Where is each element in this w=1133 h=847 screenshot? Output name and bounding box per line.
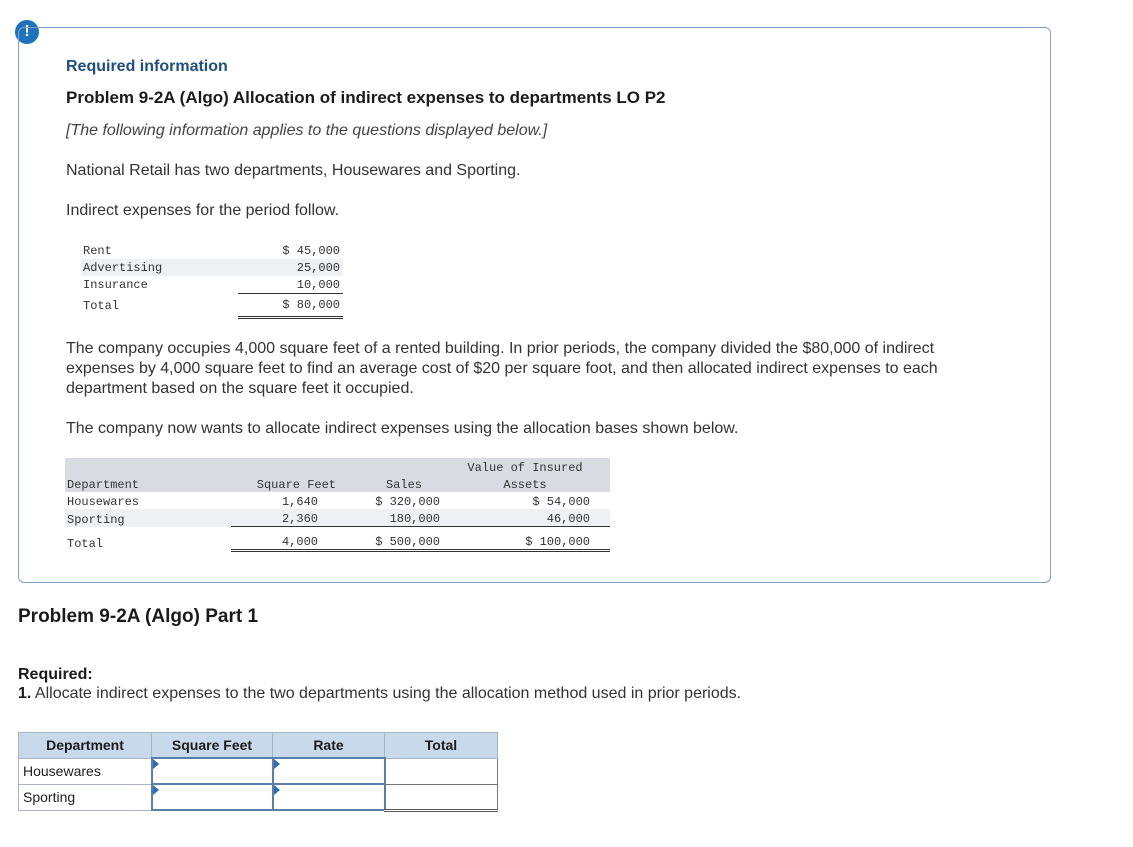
- housewares-square-feet-cell: [152, 758, 273, 784]
- prior-method-paragraph: The company occupies 4,000 square feet of a rented building. In prior periods, the company divided the $80,000 of indirect expenses by 4,000 square feet to find an average cost of $20 per square foot, and then allocated indirect expenses to each department based on the square feet it occupied.: [66, 340, 938, 397]
- bases-row: [65, 492, 610, 509]
- square-feet-total: 4,000: [231, 527, 336, 551]
- grid-header-department: Department: [19, 733, 152, 759]
- bases-row: [65, 509, 610, 527]
- required-instruction-text: Allocate indirect expenses to the two departments using the allocation method used in prior periods.: [31, 685, 742, 702]
- required-instruction: [18, 685, 741, 703]
- required-label: Required:: [18, 666, 93, 683]
- expenses-intro-text: Indirect expenses for the period follow.: [66, 202, 340, 219]
- expense-label: Insurance: [83, 277, 148, 292]
- input-indicator-icon: [153, 759, 159, 769]
- total-label: Total: [67, 536, 104, 551]
- expense-label: Rent: [83, 243, 112, 258]
- housewares-rate-cell: [273, 758, 385, 784]
- insured-assets-total: $ 100,000: [440, 527, 610, 551]
- alert-icon: !: [15, 20, 39, 44]
- department-name: Sporting: [65, 509, 231, 527]
- input-indicator-icon: [153, 785, 159, 795]
- expense-amount: $ 45,000: [282, 243, 340, 258]
- insured-assets-header: Assets: [440, 475, 610, 492]
- expense-row: [81, 242, 343, 259]
- grid-row-housewares: [19, 758, 498, 784]
- square-feet-value: 2,360: [231, 509, 336, 527]
- sporting-total-cell: [385, 784, 498, 810]
- housewares-total-cell: [385, 758, 498, 784]
- grid-header-total: Total: [385, 733, 498, 759]
- bases-header-top-row: [65, 458, 610, 475]
- sales-value: 180,000: [336, 509, 440, 527]
- department-name: Housewares: [67, 495, 140, 509]
- grid-row-label: Housewares: [19, 758, 152, 784]
- sporting-square-feet-cell: [152, 784, 273, 810]
- sales-header: Sales: [336, 475, 440, 492]
- expense-amount: 25,000: [238, 259, 343, 276]
- info-note: [The following information applies to the questions displayed below.]: [66, 122, 548, 139]
- input-indicator-icon: [274, 785, 280, 795]
- problem-title: Problem 9-2A (Algo) Allocation of indirect expenses to departments LO P2: [66, 88, 666, 107]
- square-feet-header: Square Feet: [231, 475, 336, 492]
- sales-total: $ 500,000: [336, 527, 440, 551]
- sporting-rate-cell: [273, 784, 385, 810]
- insured-assets-header-top: Value of Insured: [440, 458, 610, 475]
- expense-total-amount: $ 80,000: [238, 294, 343, 318]
- bases-total-row: [65, 527, 610, 551]
- insured-assets-value: $ 54,000: [532, 495, 590, 509]
- expense-label: Advertising: [81, 259, 238, 276]
- grid-header-rate: Rate: [273, 733, 385, 759]
- housewares-square-feet-input[interactable]: [153, 759, 272, 783]
- indirect-expenses-table: [81, 242, 343, 319]
- sales-value: $ 320,000: [375, 495, 440, 509]
- required-information-heading: Required information: [66, 58, 228, 75]
- required-number: 1.: [18, 685, 32, 702]
- expense-row: [81, 276, 343, 294]
- expense-amount: 10,000: [296, 277, 340, 292]
- grid-header-row: [19, 733, 498, 759]
- grid-row-sporting: [19, 784, 498, 810]
- square-feet-value: 1,640: [281, 495, 318, 509]
- allocation-bases-table: [65, 458, 610, 552]
- bases-header-row: [65, 475, 610, 492]
- department-header: Department: [65, 475, 231, 492]
- insured-assets-value: 46,000: [440, 509, 610, 527]
- expense-total-label: Total: [83, 298, 120, 313]
- input-indicator-icon: [274, 759, 280, 769]
- grid-row-label: Sporting: [19, 784, 152, 810]
- part-title: Problem 9-2A (Algo) Part 1: [18, 606, 259, 627]
- expense-row: [81, 259, 343, 276]
- required-information-panel: [18, 27, 1051, 583]
- allocation-answer-grid: [18, 732, 498, 812]
- intro-text: National Retail has two departments, Housewares and Sporting.: [66, 162, 521, 179]
- sporting-square-feet-input[interactable]: [153, 785, 272, 809]
- housewares-rate-input[interactable]: [274, 759, 384, 783]
- sporting-rate-input[interactable]: [274, 785, 384, 809]
- new-method-paragraph: The company now wants to allocate indirect expenses using the allocation bases shown below.: [66, 420, 739, 437]
- expense-total-row: [81, 294, 343, 318]
- grid-header-square-feet: Square Feet: [152, 733, 273, 759]
